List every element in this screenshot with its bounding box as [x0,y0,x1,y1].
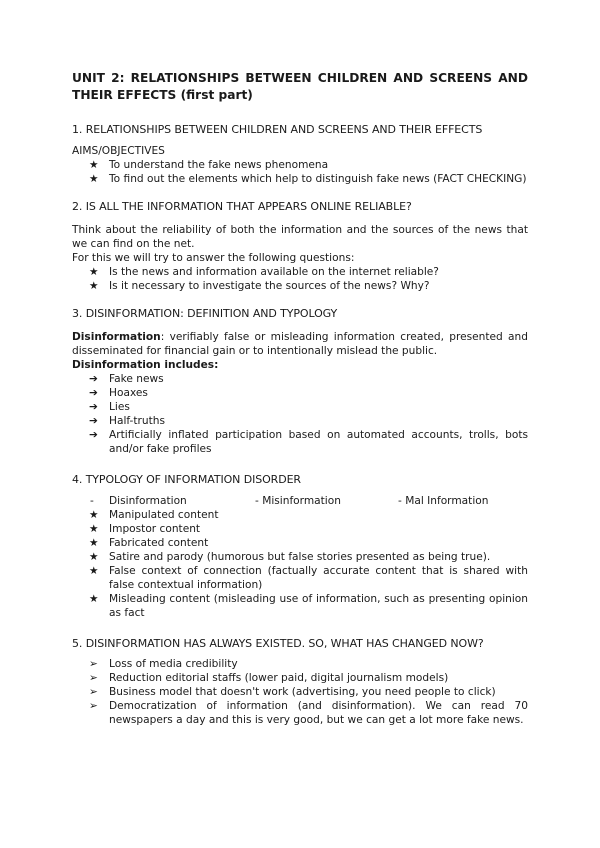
list-item: ➔ Artificially inflated participation based on automated accounts, trolls, bots and/or fake profiles [89,429,528,455]
list-item: ➢ Democratization of information (and disinformation). We can read 70 newspapers a day and this is very good, but we can get a lot more fake news. [89,700,528,726]
section-3 [72,307,528,456]
arrow-icon: ➔ [89,387,98,399]
star-icon: ★ [89,509,99,521]
definition-term: Disinformation [72,331,161,343]
list-item: ➔ Half-truths [89,415,165,427]
list-item: ★ Is it necessary to investigate the sources of the news? Why? [89,280,430,292]
triangle-arrow-icon: ➢ [89,686,98,698]
definition-paragraph: Disinformation: verifiably false or misleading information created, presented and disseminated for financial gain or to intentionally mislead the public. [72,331,528,357]
list-item: ★ Misleading content (misleading use of information, such as presenting opinion as fact [89,593,528,619]
star-icon: ★ [89,551,99,563]
section-1-heading: 1. RELATIONSHIPS BETWEEN CHILDREN AND SCREENS AND THEIR EFFECTS [72,123,483,136]
arrow-icon: ➔ [89,401,98,413]
star-icon: ★ [89,173,99,185]
type-disinformation: Disinformation [109,495,187,507]
disorder-list [72,508,528,620]
arrow-icon: ➔ [89,415,98,427]
list-item: ★ Fabricated content [89,537,209,549]
aims-label: AIMS/OBJECTIVES [72,145,165,157]
star-icon: ★ [89,565,99,577]
list-item: ★ To find out the elements which help to distinguish fake news (FACT CHECKING) [89,173,527,185]
unit-title: UNIT 2: RELATIONSHIPS BETWEEN CHILDREN AND SCREENS AND THEIR EFFECTS (first part) [72,71,528,102]
list-item: ➢ Loss of media credibility [89,658,238,670]
type-misinformation: - Misinformation [255,495,341,507]
section-1 [72,123,528,186]
type-malinformation: - Mal Information [398,495,489,507]
aims-list [72,158,528,186]
list-item: ➔ Fake news [89,373,164,385]
triangle-arrow-icon: ➢ [89,700,98,712]
disinformation-list [72,372,528,456]
arrow-icon: ➔ [89,373,98,385]
section-2-heading: 2. IS ALL THE INFORMATION THAT APPEARS ONLINE RELIABLE? [72,200,412,213]
section-3-heading: 3. DISINFORMATION: DEFINITION AND TYPOLOGY [72,307,338,320]
paragraph: For this we will try to answer the following questions: [72,252,355,264]
document-page [72,70,528,727]
star-icon: ★ [89,159,99,171]
list-item: ★ Satire and parody (humorous but false stories presented as being true). [89,551,491,563]
list-item: ➢ Reduction editorial staffs (lower paid, digital journalism models) [89,672,449,684]
section-4 [72,473,528,620]
arrow-icon: ➔ [89,429,98,441]
includes-label: Disinformation includes: [72,359,219,371]
list-item: ★ Manipulated content [89,509,219,521]
section-2 [72,200,528,293]
list-item: ★ Is the news and information available on the internet reliable? [89,266,439,278]
section-4-heading: 4. TYPOLOGY OF INFORMATION DISORDER [72,473,301,486]
triangle-arrow-icon: ➢ [89,672,98,684]
list-item: ★ To understand the fake news phenomena [89,159,329,171]
list-item: ➔ Hoaxes [89,387,148,399]
dash-marker: - [90,495,94,507]
triangle-arrow-icon: ➢ [89,658,98,670]
star-icon: ★ [89,266,99,278]
section-5-heading: 5. DISINFORMATION HAS ALWAYS EXISTED. SO, WHAT HAS CHANGED NOW? [72,637,484,650]
star-icon: ★ [89,537,99,549]
paragraph: Think about the reliability of both the information and the sources of the news that we can find on the net. [72,224,528,250]
list-item: ★ Impostor content [89,523,201,535]
star-icon: ★ [89,280,99,292]
star-icon: ★ [89,593,99,605]
disorder-types-row [72,494,528,508]
star-icon: ★ [89,523,99,535]
changes-list [72,657,528,727]
section-5 [72,637,528,727]
list-item: ★ False context of connection (factually accurate content that is shared with false contextual information) [89,565,528,591]
list-item: ➔ Lies [89,401,130,413]
questions-list [72,265,528,293]
list-item: ➢ Business model that doesn't work (advertising, you need people to click) [89,686,496,698]
